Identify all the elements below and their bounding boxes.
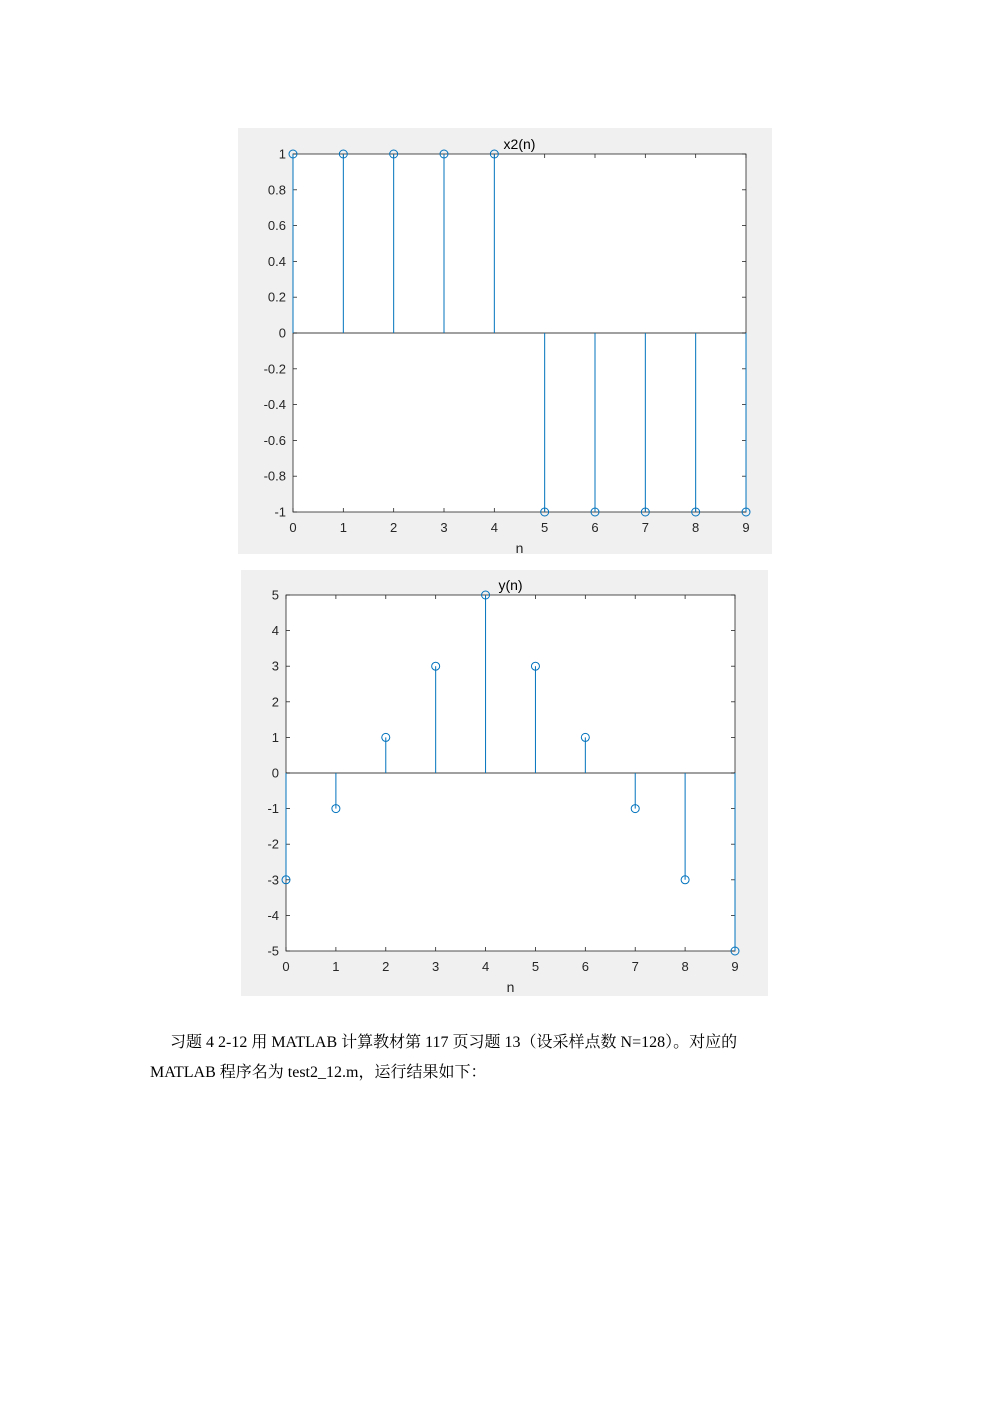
x-tick-label: 3	[440, 520, 448, 535]
x-tick-label: 0	[282, 959, 290, 974]
x-tick-label: 7	[631, 959, 639, 974]
y-tick-label: 2	[271, 694, 279, 710]
exercise-paragraph	[150, 1028, 830, 1088]
x-tick-label: 6	[591, 520, 599, 535]
x-axis-label: n	[506, 979, 515, 995]
x-tick-label: 8	[681, 959, 689, 974]
x-tick-label: 1	[339, 520, 347, 535]
y-tick-label: 0.4	[267, 253, 286, 269]
y-tick-label: -1	[274, 504, 286, 520]
x-tick-label: 4	[481, 959, 490, 974]
x-tick-label: 1	[332, 959, 340, 974]
x-tick-label: 2	[382, 959, 390, 974]
x-tick-label: 9	[742, 520, 750, 535]
y-tick-label: -0.8	[263, 468, 286, 484]
figure-yn	[241, 570, 768, 996]
x-tick-label: 8	[692, 520, 700, 535]
x-tick-label: 7	[641, 520, 649, 535]
chart-x2n	[238, 128, 772, 554]
y-tick-label: 1	[271, 729, 279, 745]
x-tick-label: 0	[289, 520, 297, 535]
figure-x2n	[238, 128, 772, 554]
y-tick-label: 3	[271, 658, 279, 674]
y-tick-label: -0.6	[263, 432, 286, 448]
chart-yn	[241, 570, 768, 996]
x-tick-label: 6	[581, 959, 589, 974]
y-tick-label: 1	[278, 146, 286, 162]
y-tick-label: -5	[267, 943, 279, 959]
y-tick-label: -1	[267, 801, 279, 817]
x-axis-label: n	[515, 540, 524, 554]
y-tick-label: -2	[267, 836, 279, 852]
y-tick-label: 0.6	[267, 218, 286, 234]
y-tick-label: 4	[271, 623, 279, 639]
y-tick-label: 0	[271, 765, 279, 781]
y-tick-label: 0	[278, 325, 286, 341]
x-tick-label: 5	[541, 520, 549, 535]
chart-title: x2(n)	[503, 136, 536, 152]
paragraph-line-2: MATLAB 程序名为 test2_12.m，运行结果如下：	[150, 1064, 487, 1081]
paragraph-line-1: 习题 4 2-12 用 MATLAB 计算教材第 117 页习题 13（设采样点数 N=128）。对应的	[170, 1034, 738, 1051]
y-tick-label: 0.2	[267, 289, 286, 305]
y-tick-label: 0.8	[267, 182, 286, 198]
chart-title: y(n)	[498, 577, 523, 593]
x-tick-label: 9	[731, 959, 739, 974]
x-tick-label: 3	[432, 959, 440, 974]
y-tick-label: -3	[267, 872, 279, 888]
x-tick-label: 5	[531, 959, 540, 974]
y-tick-label: -0.4	[263, 397, 286, 413]
y-tick-label: -4	[267, 907, 279, 923]
x-tick-label: 2	[390, 520, 398, 535]
x-tick-label: 4	[490, 520, 498, 535]
y-tick-label: 5	[271, 587, 279, 603]
y-tick-label: -0.2	[263, 361, 286, 377]
